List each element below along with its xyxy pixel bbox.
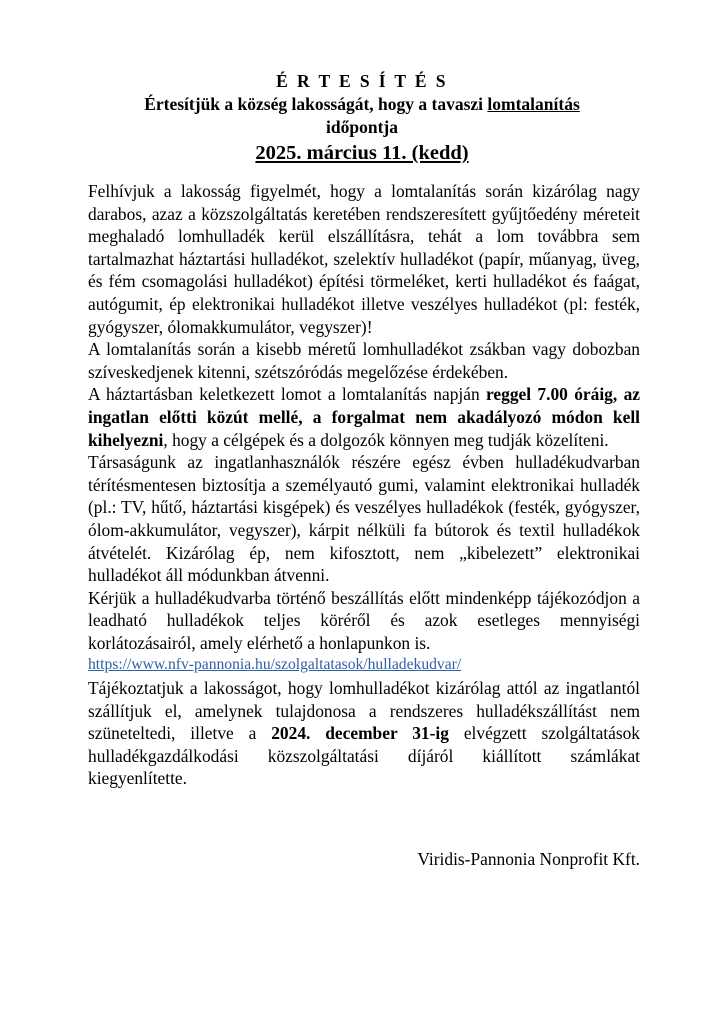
subtitle-text: Értesítjük a község lakosságát, hogy a tavaszi <box>144 94 488 114</box>
placement-text-a: A háztartásban keletkezett lomot a lomtalanítás napján <box>88 384 486 405</box>
subtitle-underlined-word: lomtalanítás <box>487 94 580 114</box>
document-body <box>88 180 640 790</box>
conditions-text-b: elvégzett szolgáltatások hulladékgazdálkodási közszolgáltatási díjáról kiállított számlákat kiegyenlítette. <box>88 723 640 789</box>
placement-text-b: , hogy a célgépek és a dolgozók könnyen meg tudják közelíteni. <box>163 429 609 450</box>
conditions-bold-date: 2024. december 31-ig <box>271 723 449 744</box>
signature: Viridis-Pannonia Nonprofit Kft. <box>417 849 640 869</box>
paragraph-restrictions: Felhívjuk a lakosság figyelmét, hogy a lomtalanítás során kizárólag nagy darabos, azaz a közszolgáltatás keretében rendszeresített gyűjtőedény méreteit meghaladó lomhulladék kerül elszállításra, tehát a lom továbbra sem tartalmazhat háztartási hulladékot, szelektív hulladékot (papír, műanyag, üveg, és fém csomagolási hulladékot) építési törmeléket, kerti hulladékot és faágat, autógumit, ép elektronikai hulladékot illetve veszélyes hulladékot (pl: festék, gyógyszer, ólomakkumulátor, vegyszer)! <box>88 181 640 337</box>
paragraph-conditions <box>88 677 640 790</box>
conditions-text-a: Tájékoztatjuk a lakosságot, hogy lomhulladékot kizárólag attól az ingatlantól szállítjuk el, amelynek tulajdonosa a rendszeres hulladékszállítást nem szüneteltedi, illetve a <box>88 678 640 744</box>
paragraph-placement <box>88 383 640 451</box>
waste-yard-link[interactable]: https://www.nfv-pannonia.hu/szolgaltatasok/hulladekudvar/ <box>88 656 462 674</box>
event-date: 2025. március 11. (kedd) <box>255 142 469 164</box>
paragraph-waste-yard: Társaságunk az ingatlanhasználók részére egész évben hulladékudvarban térítésmentesen biztosítja a személyautó gumi, valamint elektronikai hulladék (pl.: TV, hűtő, háztartási kisgépek) és veszélyes hulladékok (festék, gyógyszer, ólom-akkumulátor, vegyszer), kárpit nélküli fa bútorok és textil hulladékok átvételét. Kizárólag ép, nem kifosztott, nem „kibelezett” elektronikai hulladékot áll módunkban átvenni. <box>88 452 640 586</box>
document-subtitle <box>90 93 634 139</box>
paragraph-inform: Kérjük a hulladékudvarba történő beszállítás előtt mindenképp tájékozódjon a leadható hulladékok teljes köréről és azok esetleges mennyiségi korlátozásairól, amely elérhető a honlapunkon is. <box>88 587 640 653</box>
document-title: É R T E S Í T É S <box>276 71 448 91</box>
subtitle-line2: időpontja <box>326 117 398 137</box>
placement-bold-text: reggel 7.00 óráig, az ingatlan előtti közút mellé, a forgalmat nem akadályozó módon kell kihelyezni <box>88 384 640 450</box>
paragraph-packaging: A lomtalanítás során a kisebb méretű lomhulladékot zsákban vagy dobozban szíveskedjenek kitenni, szétszóródás megelőzése érdekében. <box>88 339 640 382</box>
